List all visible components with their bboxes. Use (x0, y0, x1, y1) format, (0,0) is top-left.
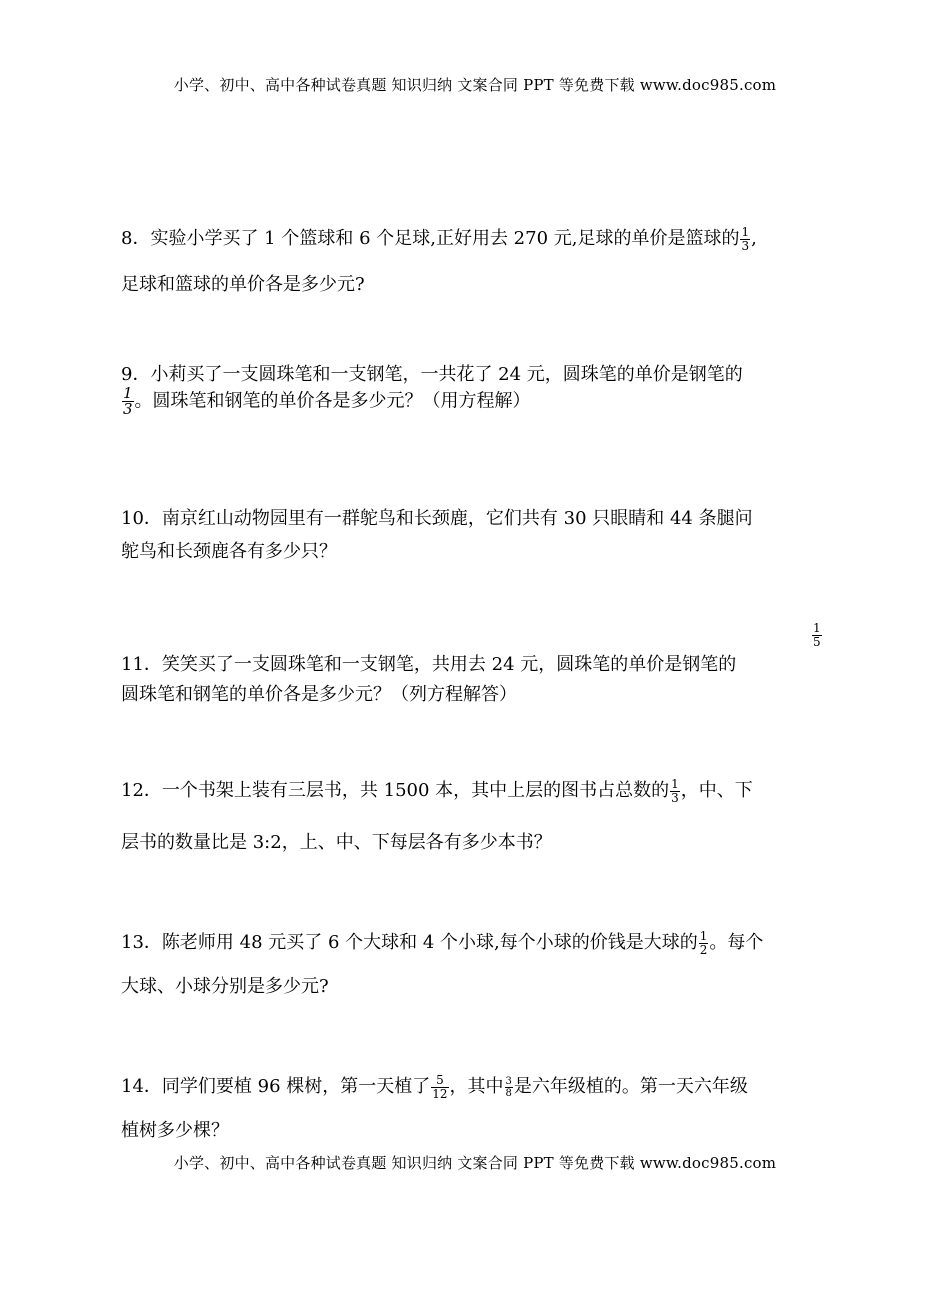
fraction-one-third: $\frac{1}{3}$ (741, 224, 750, 253)
page-footer: 小学、初中、高中各种试卷真题 知识归纳 文案合同 PPT 等免费下载 www.doc985.com (173, 1154, 777, 1172)
question-12-text-a: 12．一个书架上装有三层书，共 1500 本，其中上层的图书占总数的 (121, 780, 670, 801)
question-8-line-2: 足球和篮球的单价各是多少元? (121, 274, 365, 295)
question-8-text-b: , (751, 228, 757, 249)
question-13-line-1 (121, 928, 763, 957)
question-12-line-1 (121, 776, 753, 805)
fraction-five-twelfths: $\frac{5}{12}$ (432, 1072, 448, 1101)
question-9-text-b: 。圆珠笔和钢笔的单价各是多少元？（用方程解） (134, 390, 531, 412)
question-12-line-2: 层书的数量比是 3:2，上、中、下每层各有多少本书？ (121, 832, 552, 853)
question-8-text-a: 8．实验小学买了 1 个篮球和 6 个足球,正好用去 270 元,足球的单价是篮球的 (121, 228, 740, 249)
question-9-line-2 (121, 386, 531, 417)
question-11-line-1: 11．笑笑买了一支圆珠笔和一支钢笔，共用去 24 元，圆珠笔的单价是钢笔的 (121, 654, 737, 675)
fraction-one-third: $\frac{1}{3}$ (671, 776, 679, 805)
question-14-line-1 (121, 1072, 748, 1101)
page-header: 小学、初中、高中各种试卷真题 知识归纳 文案合同 PPT 等免费下载 www.doc985.com (173, 76, 777, 94)
question-10-line-1: 10．南京红山动物园里有一群鸵鸟和长颈鹿，它们共有 30 只眼睛和 44 条腿问 (121, 508, 753, 529)
question-12-text-b: ，中、下 (680, 780, 753, 801)
question-13-line-2: 大球、小球分别是多少元? (121, 976, 329, 997)
question-13-text-a: 13．陈老师用 48 元买了 6 个大球和 4 个小球,每个小球的价钱是大球的 (121, 932, 698, 953)
fraction-three-eighths: $\frac{3}{8}$ (505, 1075, 512, 1099)
question-13-text-b: 。每个 (709, 932, 764, 953)
fraction-one-half: $\frac{1}{2}$ (699, 928, 708, 957)
fraction-one-third: $\frac{1}{3}$ (123, 384, 133, 418)
question-14-text-a: 14．同学们要植 96 棵树，第一天植了 (121, 1076, 431, 1097)
question-8-line-1 (121, 224, 757, 253)
question-10-line-2: 鸵鸟和长颈鹿各有多少只？ (121, 541, 337, 562)
fraction-one-fifth: $\frac{1}{5}$ (813, 621, 821, 649)
question-14-text-b: ，其中 (449, 1076, 504, 1097)
question-9-line-1: 9．小莉买了一支圆珠笔和一支钢笔，一共花了 24 元，圆珠笔的单价是钢笔的 (121, 364, 743, 385)
question-14-line-2: 植树多少棵？ (121, 1120, 229, 1141)
question-11-line-2: 圆珠笔和钢笔的单价各是多少元？（列方程解答） (121, 684, 517, 705)
question-14-text-c: 是六年级植的。第一天六年级 (513, 1076, 748, 1097)
